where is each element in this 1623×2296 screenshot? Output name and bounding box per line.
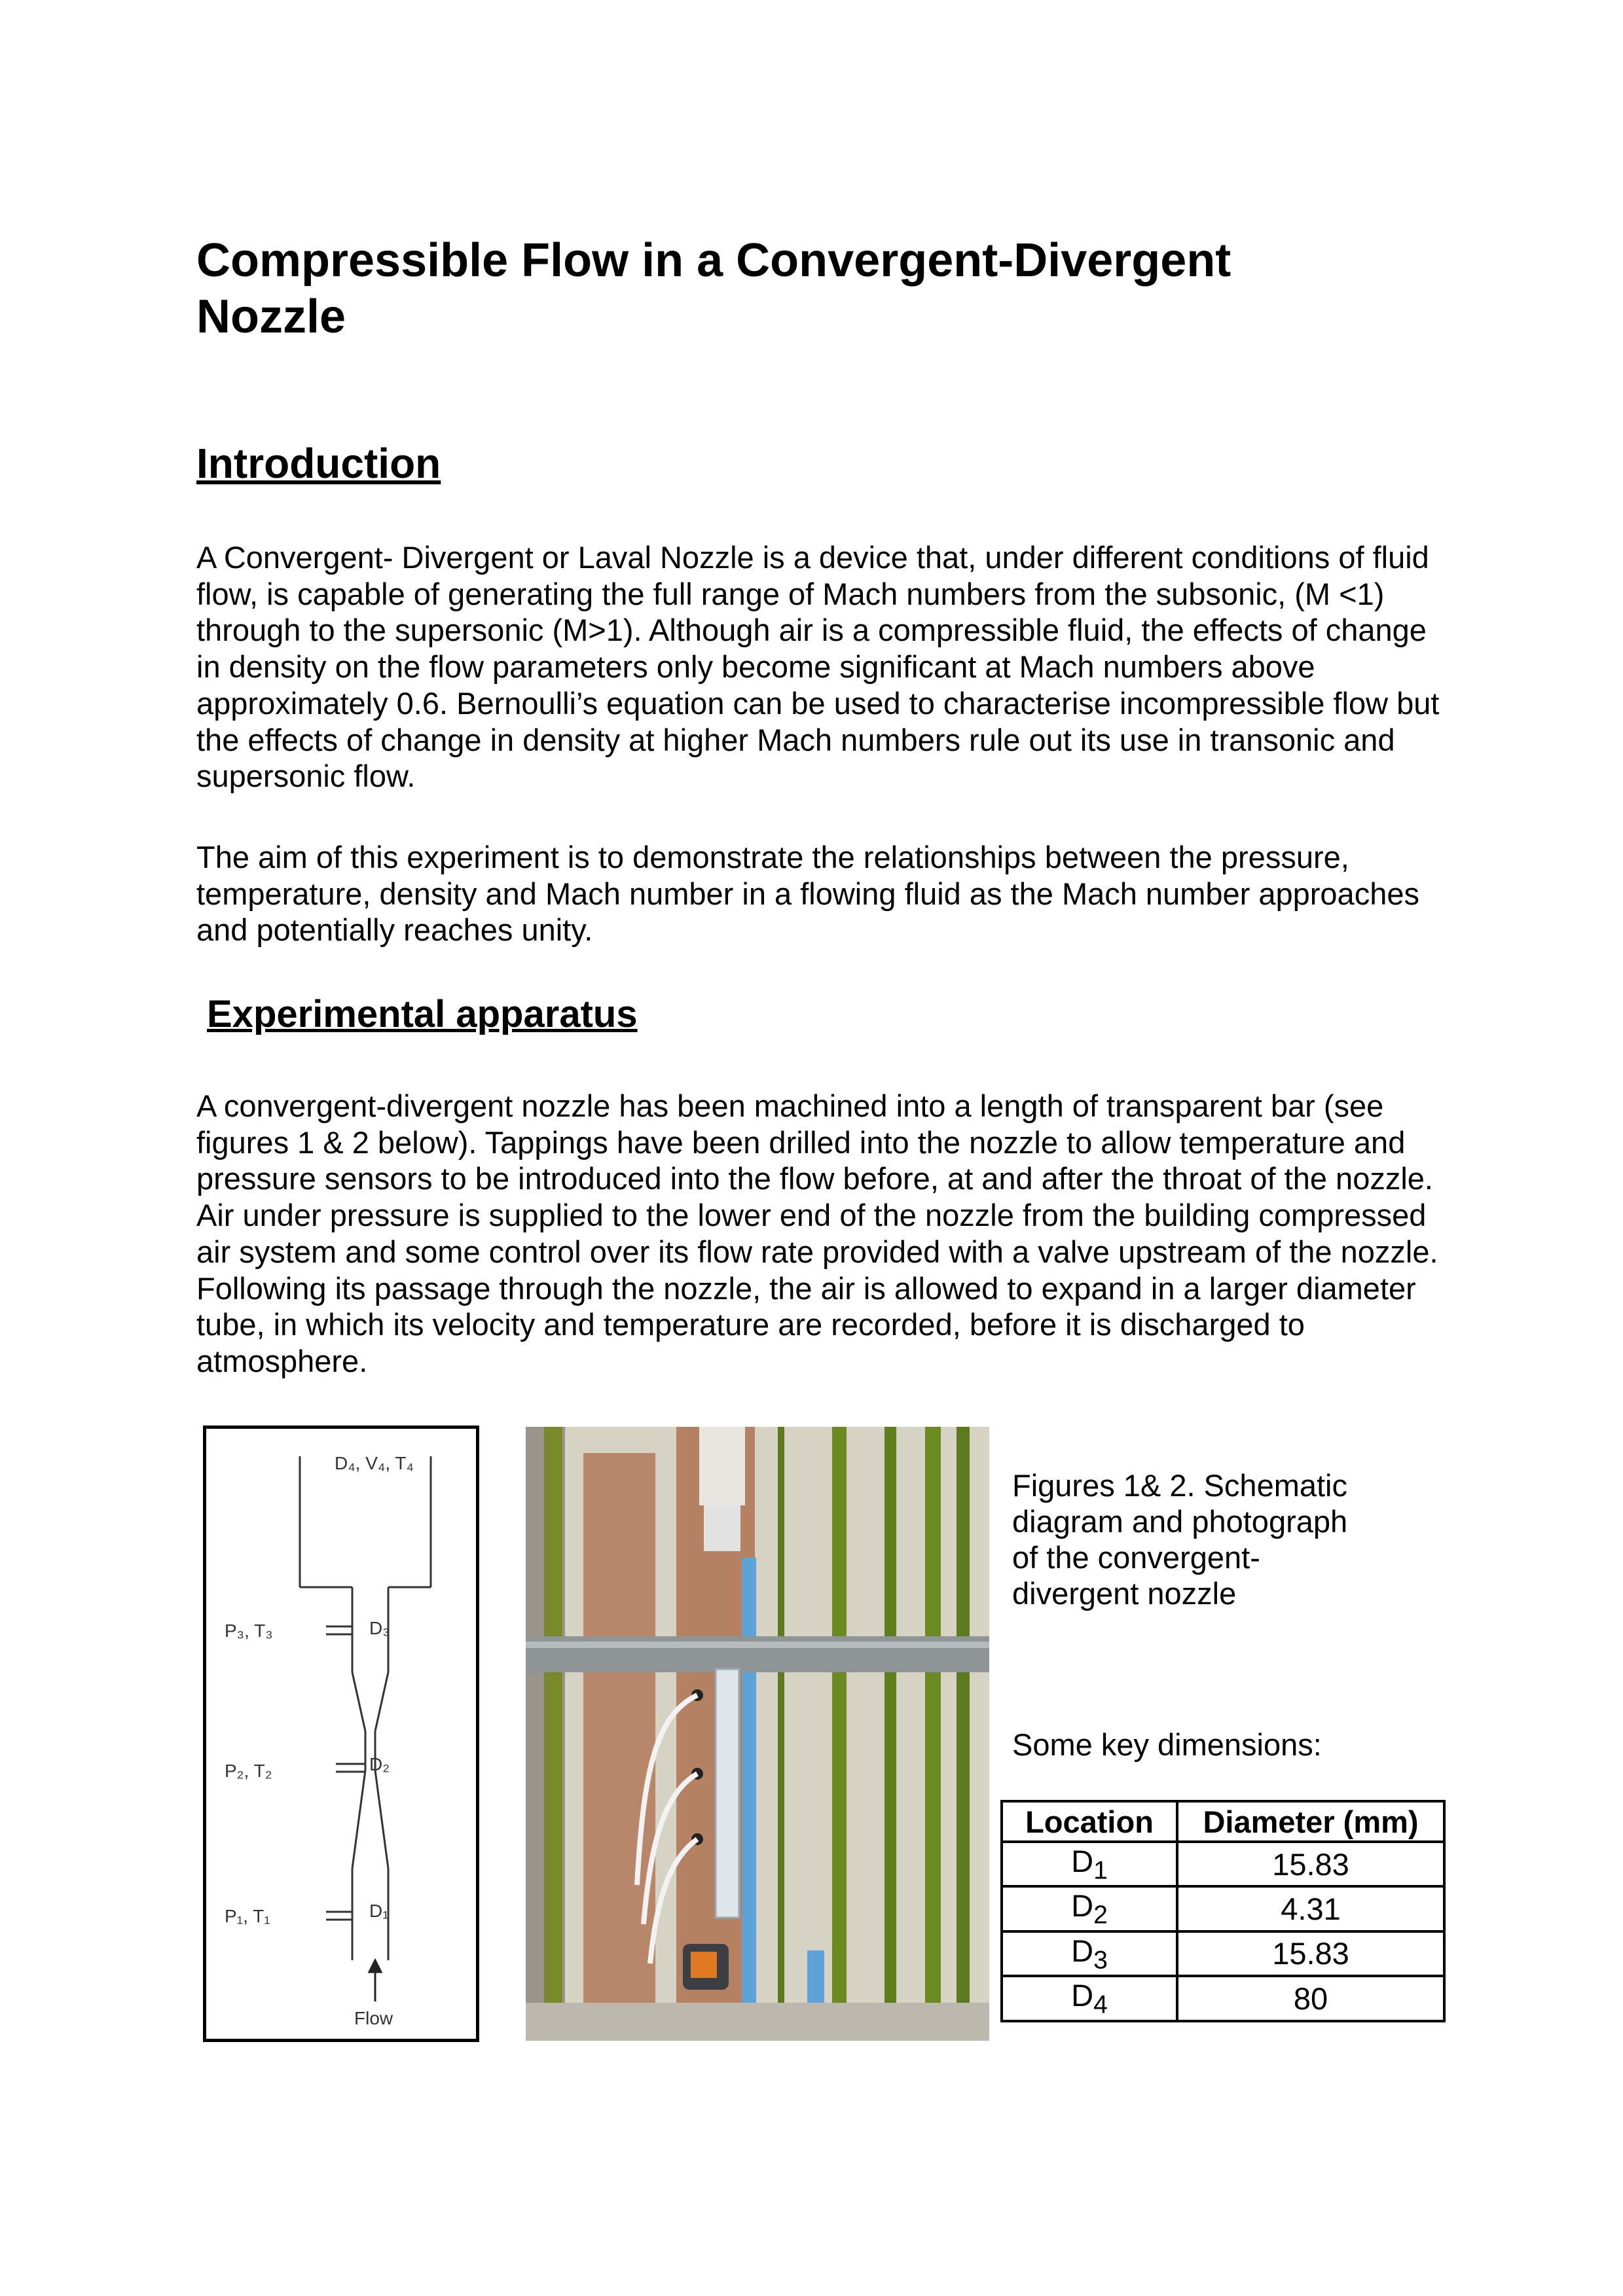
diagram-label-d3: D₃	[369, 1618, 390, 1638]
location-letter: D	[1071, 1933, 1094, 1968]
apparatus-paragraph	[196, 1088, 1440, 1380]
table-row	[1002, 1931, 1444, 1976]
apparatus-heading: Experimental apparatus	[207, 993, 638, 1035]
figure-caption: Figures 1& 2. Schematic diagram and photograph of the convergent-divergent nozzle	[1012, 1468, 1348, 1611]
introduction-paragraph-2	[196, 839, 1440, 948]
diameter-cell: 15.83	[1177, 1842, 1444, 1886]
table-row	[1002, 1842, 1444, 1886]
location-cell	[1002, 1886, 1177, 1931]
diagram-label-p1: P₁, T₁	[225, 1906, 270, 1926]
diagram-label-d2: D₂	[369, 1754, 390, 1774]
page-title: Compressible Flow in a Convergent-Divergent Nozzle	[196, 234, 1231, 343]
diagram-label-flow: Flow	[354, 2008, 393, 2028]
location-subscript: 1	[1093, 1856, 1108, 1885]
apparatus-photo-image	[526, 1427, 989, 2041]
location-cell	[1002, 1976, 1177, 2020]
diameter-cell: 15.83	[1177, 1931, 1444, 1976]
location-cell	[1002, 1842, 1177, 1886]
location-subscript: 3	[1093, 1946, 1108, 1975]
diagram-label-d1: D₁	[369, 1901, 389, 1921]
location-letter: D	[1071, 1888, 1094, 1924]
table-header-row	[1002, 1801, 1444, 1842]
location-letter: D	[1071, 1978, 1094, 2013]
table-row	[1002, 1976, 1444, 2020]
diagram-label-top: D₄, V₄, T₄	[335, 1453, 414, 1473]
diagram-label-p2: P₂, T₂	[225, 1761, 272, 1781]
location-subscript: 2	[1093, 1901, 1108, 1929]
apparatus-photo	[526, 1427, 989, 2041]
apparatus-text: A convergent-divergent nozzle has been machined into a length of transparent bar (see figures 1 & 2 below). Tappings have been drilled into the nozzle to allow temperature and pressure sensors to be introduced into the flow before, at and after the throat of the nozzle. Air under pressure is supplied to the lower end of the nozzle from the building compressed air system and some control over its flow rate provided with a valve upstream of the nozzle. Following its passage through the nozzle, the air is allowed to expand in a larger diameter tube, in which its velocity and temperature are recorded, before it is discharged to atmosphere.	[196, 1088, 1438, 1378]
header-diameter: Diameter (mm)	[1177, 1801, 1444, 1842]
introduction-paragraph-1	[196, 539, 1440, 795]
introduction-text-1: A Convergent- Divergent or Laval Nozzle is a device that, under different conditions of fluid flow, is capable of generating the full range of Mach numbers from the subsonic, (M <1) through to the supersonic (M>1). Although air is a compressible fluid, the effects of change in density on the flow parameters only become significant at Mach numbers above approximately 0.6. Bernoulli’s equation can be used to characterise incompressible flow but the effects of change in density at higher Mach numbers rule out its use in transonic and supersonic flow.	[196, 540, 1440, 794]
introduction-heading: Introduction	[196, 440, 441, 487]
flow-arrow-icon	[369, 1960, 381, 2001]
location-letter: D	[1071, 1844, 1094, 1878]
header-location: Location	[1002, 1801, 1177, 1842]
dimensions-intro: Some key dimensions:	[1012, 1727, 1322, 1762]
schematic-diagram	[203, 1426, 479, 2042]
diagram-label-p3: P₃, T₃	[225, 1621, 273, 1641]
diameter-cell: 80	[1177, 1976, 1444, 2020]
table-row	[1002, 1886, 1444, 1931]
introduction-text-2: The aim of this experiment is to demonstrate the relationships between the pressure, temperature, density and Mach number in a flowing fluid as the Mach number approaches and potentially reaches unity.	[196, 840, 1419, 948]
diameter-cell: 4.31	[1177, 1886, 1444, 1931]
nozzle-schematic	[206, 1429, 476, 2039]
dimensions-table	[1000, 1800, 1446, 2022]
location-cell	[1002, 1931, 1177, 1976]
location-subscript: 4	[1093, 1990, 1108, 2019]
